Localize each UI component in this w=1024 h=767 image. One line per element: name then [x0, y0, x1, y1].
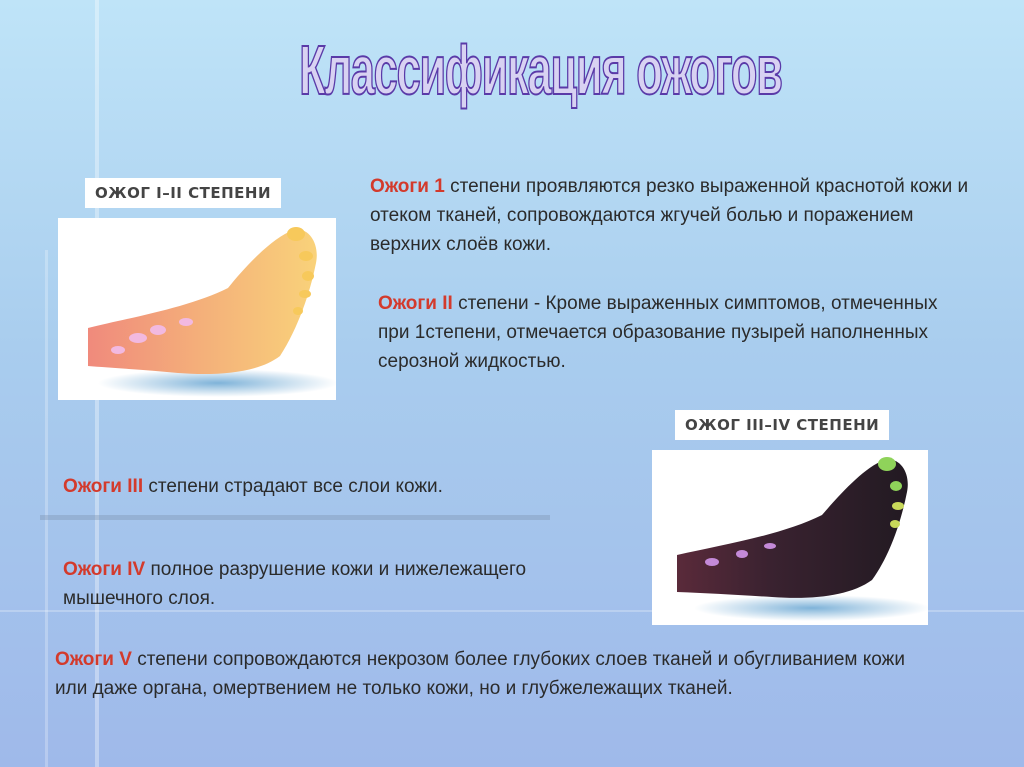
paragraph-burn-2-lead: Ожоги II: [378, 293, 453, 314]
paragraph-burn-1-text: степени проявляются резко выраженной краснотой кожи и отеком тканей, сопровождаются жгучей болью и поражением верхних слоёв кожи.: [370, 176, 969, 255]
decor-vertical-line: [45, 250, 48, 767]
foot-burn-3-4-image: [652, 450, 928, 625]
paragraph-burn-4-lead: Ожоги IV: [63, 559, 146, 580]
foot-image-1-2-illustration: [58, 218, 336, 400]
paragraph-burn-1-lead: Ожоги 1: [370, 176, 445, 197]
paragraph-burn-5-text: степени сопровождаются некрозом более глубоких слоев тканей и обугливанием кожи или даже органа, омертвением не только кожи, но и глубжележащих тканей.: [55, 649, 905, 699]
paragraph-burn-5-lead: Ожоги V: [55, 649, 132, 670]
paragraph-burn-5: [55, 645, 935, 703]
paragraph-burn-4: [63, 555, 533, 613]
slide-title: Классификация ожогов: [299, 31, 782, 109]
paragraph-burn-2: [378, 289, 938, 376]
paragraph-burn-2-text: степени - Кроме выраженных симптомов, отмеченных при 1степени, отмечается образование пузырей наполненных серозной жидкостью.: [378, 293, 938, 372]
foot-burn-1-2-image: [58, 218, 336, 400]
paragraph-burn-3-text: степени страдают все слои кожи.: [143, 476, 443, 497]
paragraph-burn-3-lead: Ожоги III: [63, 476, 144, 497]
label-burn-3-4: ОЖОГ III–IV СТЕПЕНИ: [675, 410, 889, 440]
paragraph-burn-1: [370, 172, 980, 259]
paragraph-burn-3: [63, 472, 513, 501]
decor-horizontal-line: [40, 515, 550, 520]
paragraph-burn-4-text: полное разрушение кожи и нижележащего мышечного слоя.: [63, 559, 527, 609]
label-burn-1-2: ОЖОГ I–II СТЕПЕНИ: [85, 178, 281, 208]
foot-image-3-4-illustration: [652, 450, 928, 625]
